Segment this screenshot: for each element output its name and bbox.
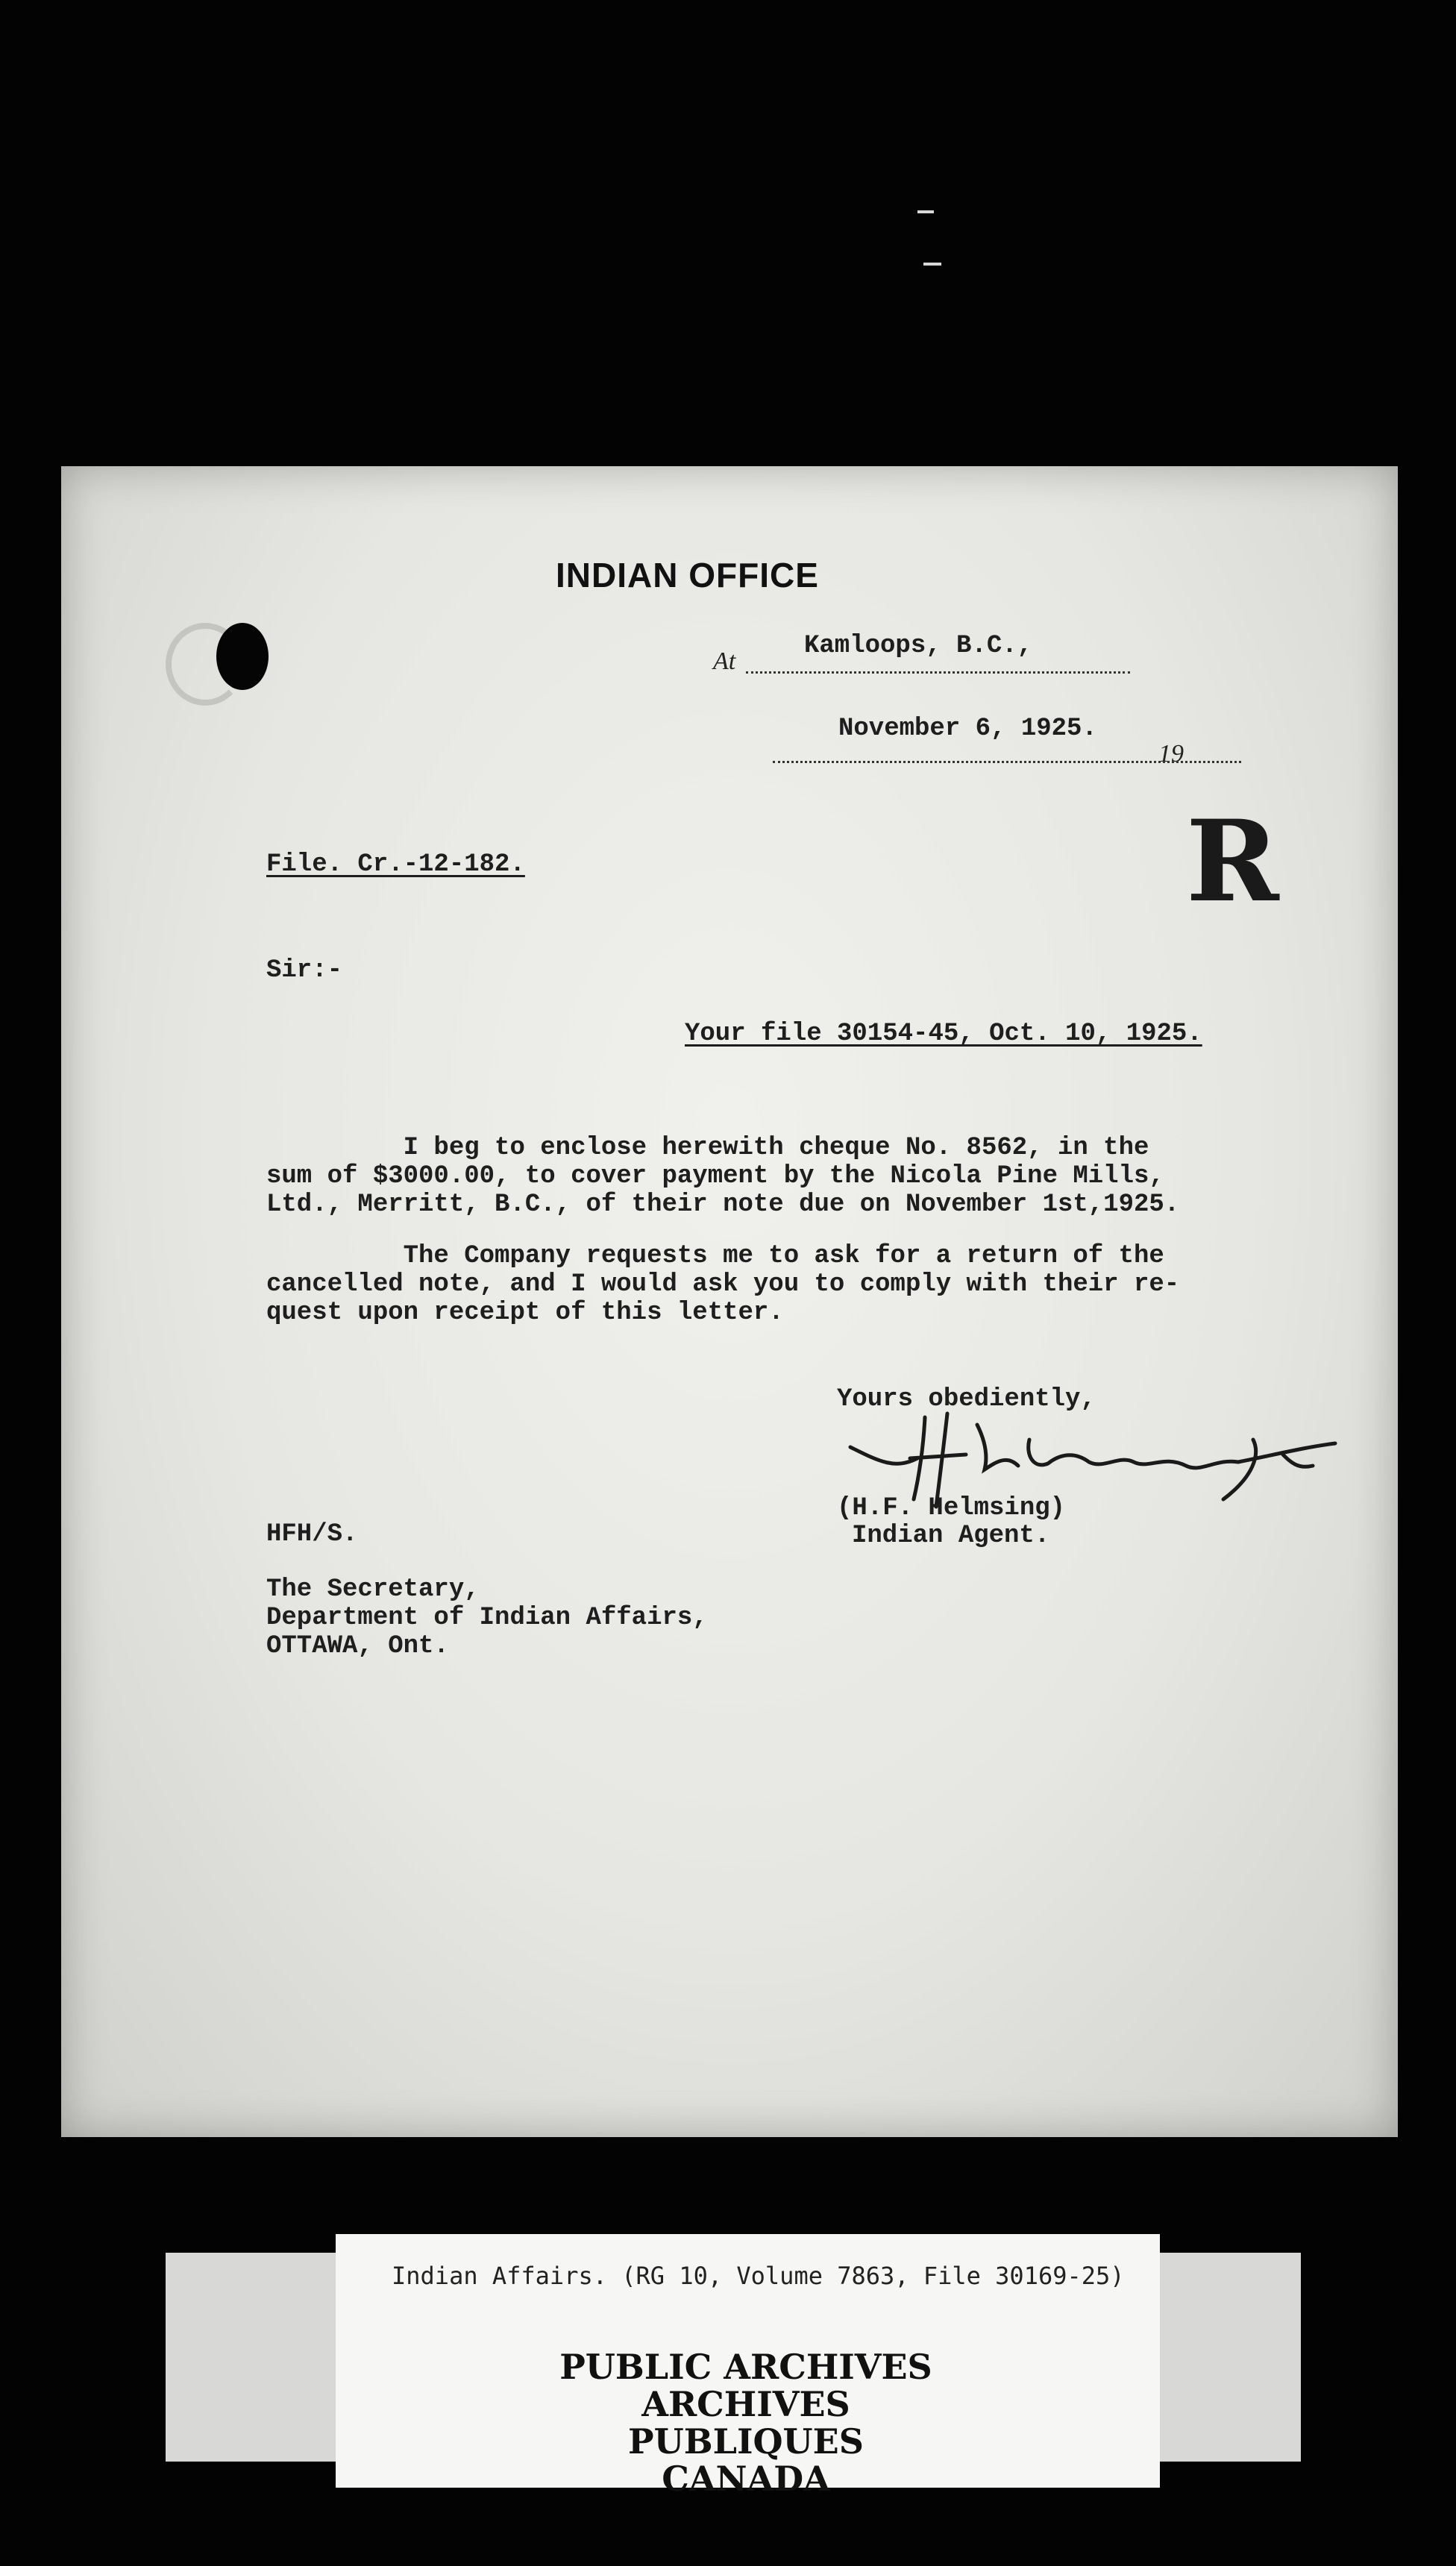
body-line: Ltd., Merritt, B.C., of their note due on November 1st,1925. (266, 1191, 1180, 1219)
archive-line: PUBLIC ARCHIVES (559, 2347, 932, 2387)
body-line: I beg to enclose herewith cheque No. 8562, in the (266, 1134, 1149, 1162)
letterhead-title: INDIAN OFFICE (556, 556, 819, 595)
address-line: OTTAWA, Ont. (266, 1632, 449, 1660)
date-dotted-line (773, 761, 1241, 763)
film-mark-1 (917, 210, 934, 213)
closing: Yours obediently, (837, 1385, 1096, 1414)
file-reference: File. Cr.-12-182. (266, 850, 525, 879)
archive-line: ARCHIVES PUBLIQUES (628, 2384, 864, 2462)
body-line: The Company requests me to ask for a return of the (266, 1242, 1164, 1270)
signer-name: (H.F. Helmsing) (837, 1494, 1066, 1522)
body-line: sum of $3000.00, to cover payment by the Nicola Pine Mills, (266, 1162, 1164, 1191)
at-label: At (713, 647, 736, 675)
place-text: Kamloops, B.C., (804, 632, 1033, 660)
date-text: November 6, 1925. (838, 715, 1097, 743)
r-stamp: R (1186, 796, 1279, 927)
salutation: Sir:- (266, 956, 343, 985)
address-line: Department of Indian Affairs, (266, 1604, 708, 1632)
body-line: quest upon receipt of this letter. (266, 1299, 784, 1327)
body-paragraph-2 (266, 1242, 1179, 1327)
address-line: The Secretary, (266, 1575, 480, 1604)
punch-hole (216, 623, 269, 690)
body-line: cancelled note, and I would ask you to comply with their re- (266, 1270, 1180, 1299)
place-dotted-line (746, 671, 1130, 674)
film-mark-2 (923, 263, 941, 266)
archive-line: CANADA (662, 2459, 830, 2499)
signer-title: Indian Agent. (852, 1522, 1050, 1550)
your-file-reference: Your file 30154-45, Oct. 10, 1925. (685, 1020, 1202, 1048)
year-prefix: 19 (1158, 740, 1184, 768)
typist-initials: HFH/S. (266, 1520, 358, 1549)
archive-block (522, 2348, 970, 2497)
archive-reference: Indian Affairs. (RG 10, Volume 7863, File 30169-25) (392, 2262, 1125, 2290)
recipient-address (266, 1575, 708, 1660)
body-paragraph-1 (266, 1134, 1179, 1219)
